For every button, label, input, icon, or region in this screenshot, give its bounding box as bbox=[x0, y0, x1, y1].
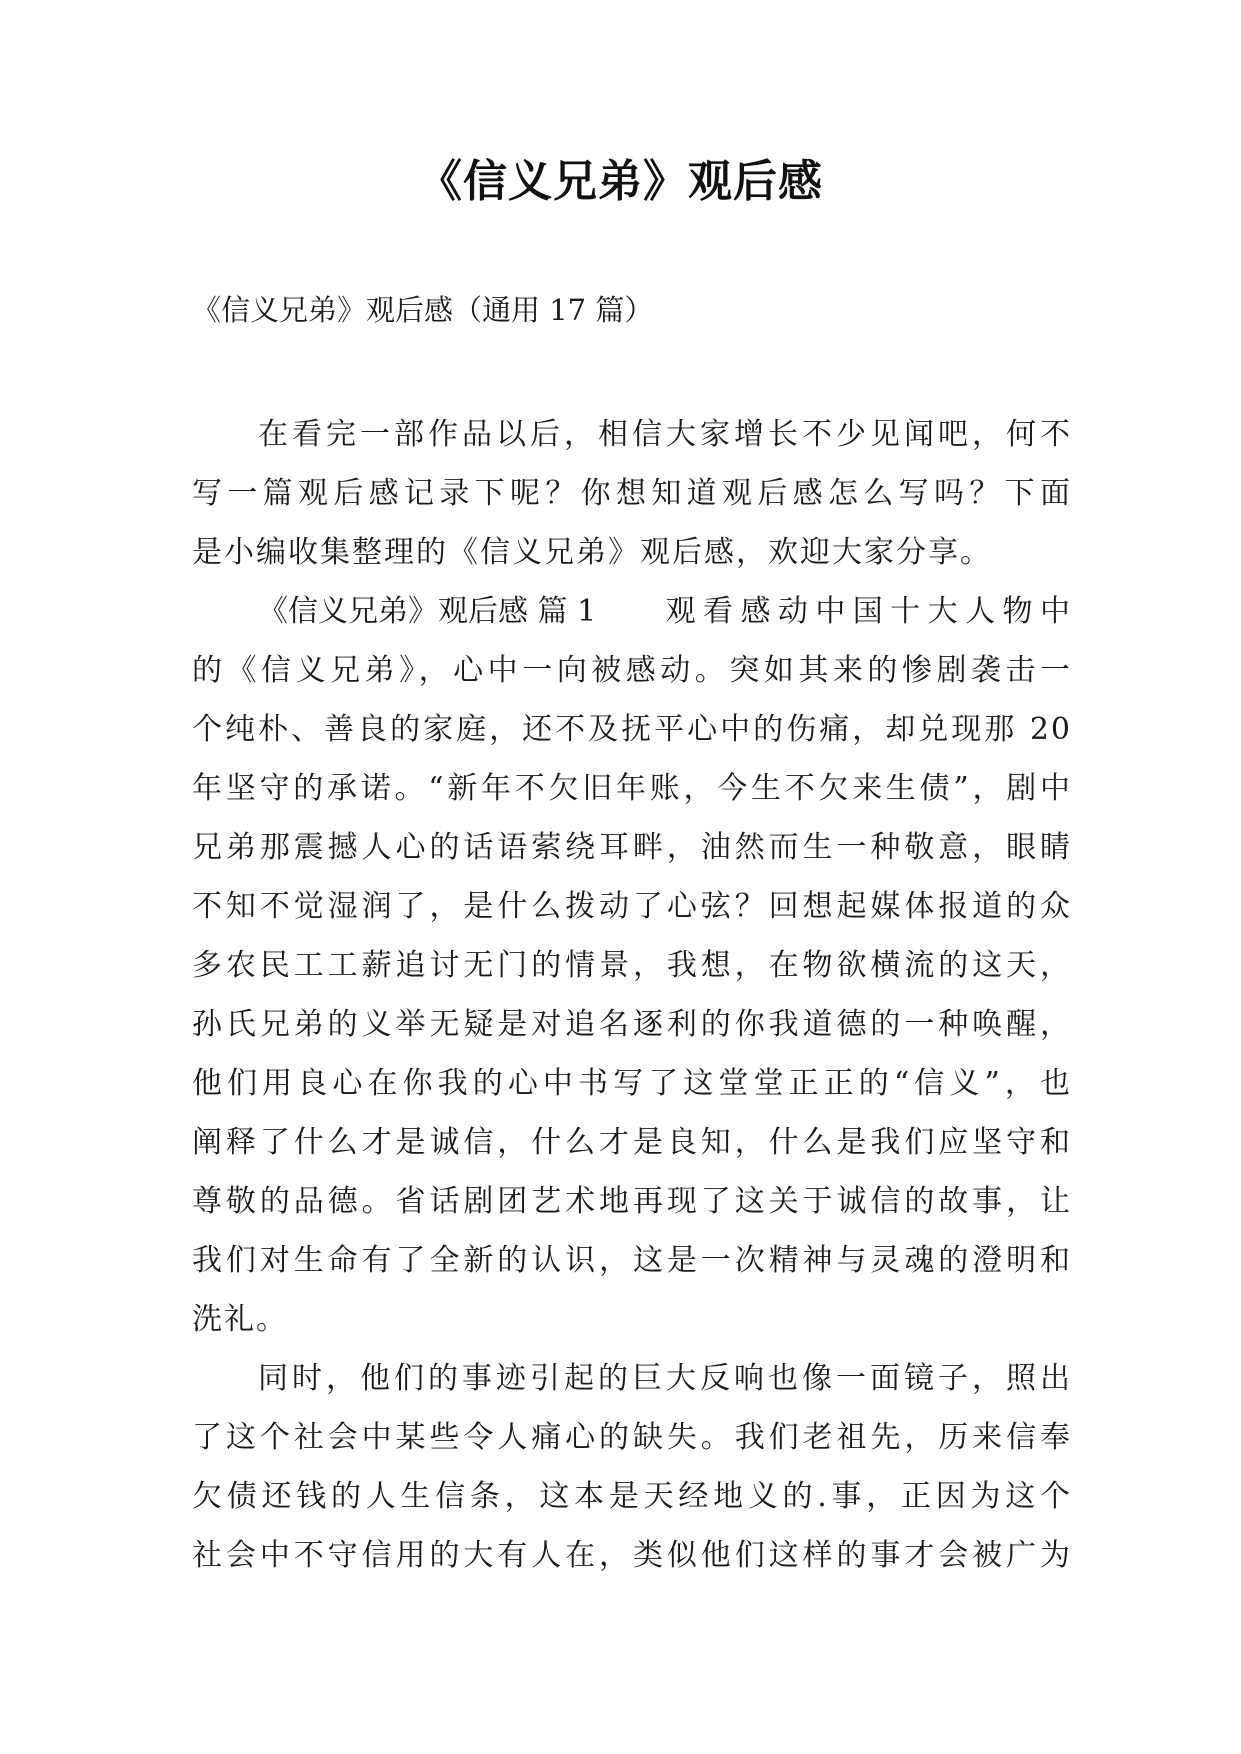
paragraph1-line: 孙氏兄弟的义举无疑是对追名逐利的你我道德的一种唤醒， bbox=[192, 1007, 1072, 1042]
intro-line: 在看完一部作品以后，相信大家增长不少见闻吧，何不 bbox=[258, 417, 1072, 452]
paragraph1-line: 的《信义兄弟》，心中一向被感动。突如其来的惨剧袭击一 bbox=[192, 653, 1072, 688]
paragraph1-line: 不知不觉湿润了，是什么拨动了心弦？回想起媒体报道的众 bbox=[192, 889, 1072, 924]
paragraph1-line: 多农民工工薪追讨无门的情景，我想，在物欲横流的这天， bbox=[192, 948, 1072, 983]
intro-line: 是小编收集整理的《信义兄弟》观后感，欢迎大家分享。 bbox=[192, 535, 992, 570]
paragraph1-line: 他们用良心在你我的心中书写了这堂堂正正的“信义”，也 bbox=[192, 1066, 1072, 1101]
paragraph2-line: 了这个社会中某些令人痛心的缺失。我们老祖先，历来信奉 bbox=[192, 1420, 1072, 1455]
paragraph1-first-line bbox=[192, 582, 1072, 641]
paragraph1-line: 我们对生命有了全新的认识，这是一次精神与灵魂的澄明和 bbox=[192, 1243, 1072, 1278]
paragraph1-line: 观看感动中国十大人物中 bbox=[660, 594, 1072, 629]
document-subtitle: 《信义兄弟》观后感（通用 17 篇） bbox=[192, 293, 654, 327]
section-heading: 《信义兄弟》观后感 篇 1 bbox=[258, 594, 597, 629]
document-body bbox=[192, 405, 1072, 1585]
paragraph1-line: 尊敬的品德。省话剧团艺术地再现了这关于诚信的故事，让 bbox=[192, 1184, 1072, 1219]
paragraph1-line: 年坚守的承诺。“新年不欠旧年账，今生不欠来生债”，剧中 bbox=[192, 771, 1072, 806]
paragraph2-line: 欠债还钱的人生信条，这本是天经地义的.事，正因为这个 bbox=[192, 1479, 1072, 1514]
paragraph1-line: 个纯朴、善良的家庭，还不及抚平心中的伤痛，却兑现那 20 bbox=[192, 712, 1072, 747]
paragraph1-line: 兄弟那震撼人心的话语萦绕耳畔，油然而生一种敬意，眼睛 bbox=[192, 830, 1072, 865]
paragraph2-line: 同时，他们的事迹引起的巨大反响也像一面镜子，照出 bbox=[258, 1361, 1072, 1396]
paragraph2-line: 社会中不守信用的大有人在，类似他们这样的事才会被广为 bbox=[192, 1538, 1072, 1573]
paragraph1-line: 阐释了什么才是诚信，什么才是良知，什么是我们应坚守和 bbox=[192, 1125, 1072, 1160]
paragraph1-line: 洗礼。 bbox=[192, 1302, 288, 1337]
intro-line: 写一篇观后感记录下呢？你想知道观后感怎么写吗？下面 bbox=[192, 476, 1072, 511]
document-title: 《信义兄弟》观后感 bbox=[418, 156, 823, 207]
